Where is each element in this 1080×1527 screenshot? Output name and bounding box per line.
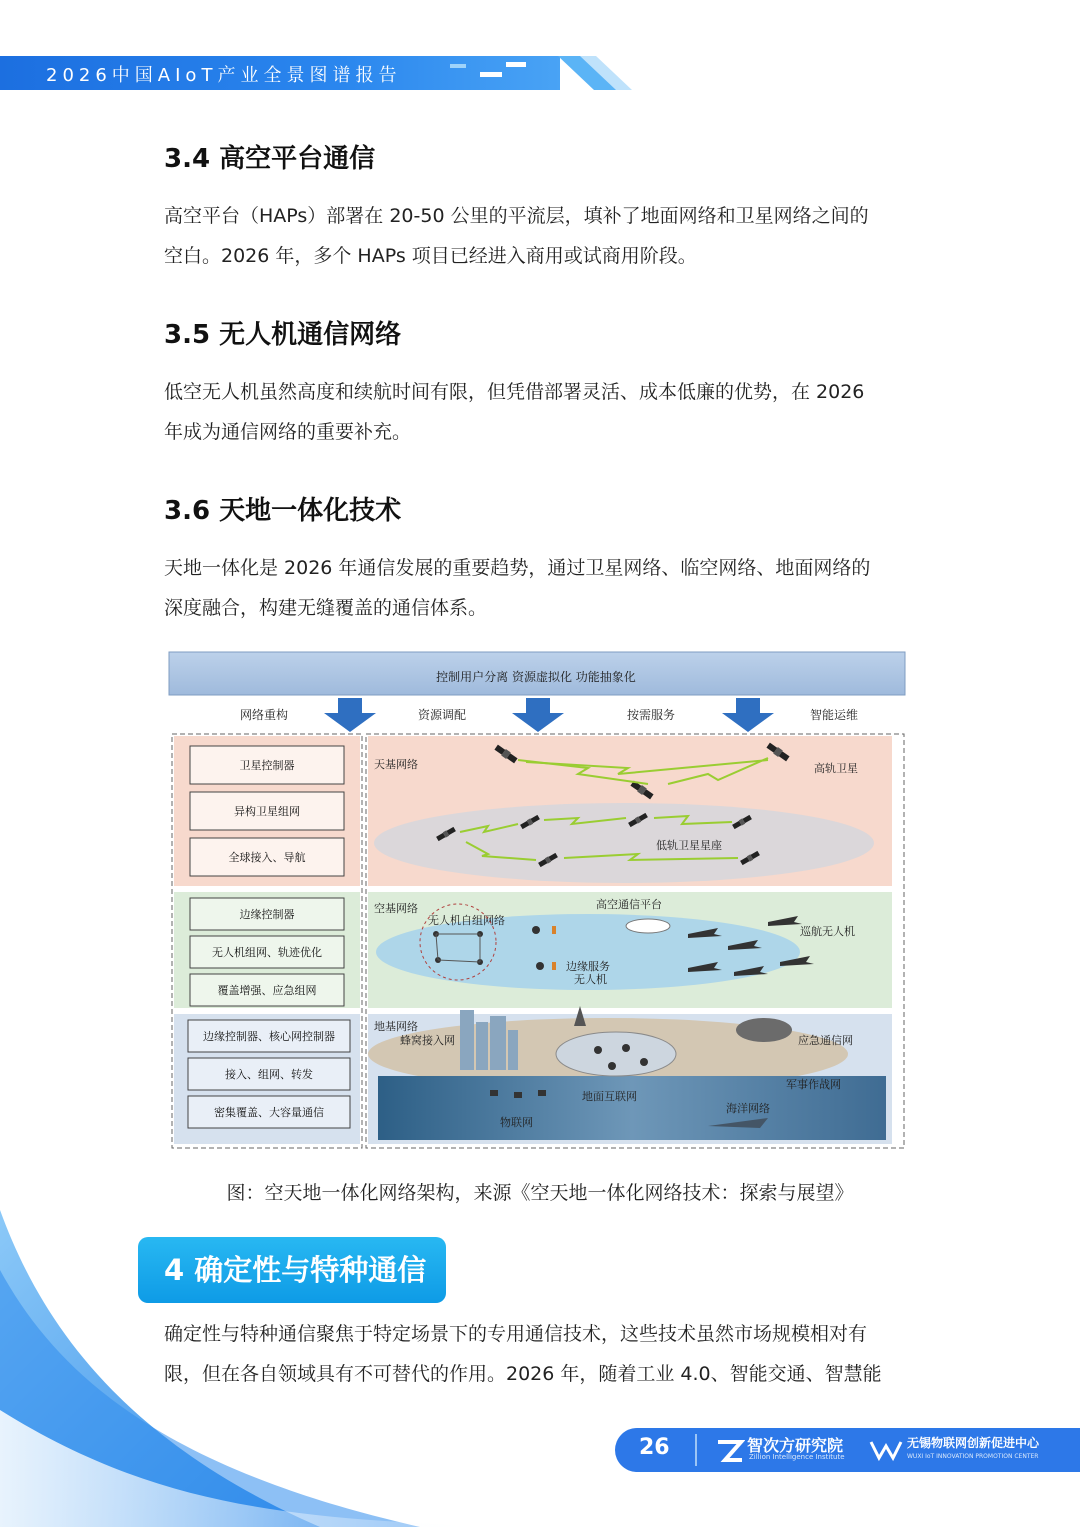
section-3-5-body xyxy=(164,372,924,452)
military-network-label: 军事作战网 xyxy=(786,1078,841,1091)
space-layer-label: 天基网络 xyxy=(374,758,418,771)
controller-box-label: 无人机组网、轨迹优化 xyxy=(212,946,322,959)
footer-separator xyxy=(695,1434,697,1466)
wuxi-iot-center-name: 无锡物联网创新促进中心 xyxy=(907,1436,1040,1450)
top-principles-label: 控制用户分离 资源虚拟化 功能抽象化 xyxy=(436,670,636,684)
wuxi-iot-center-english: WUXI IoT INNOVATION PROMOTION CENTER xyxy=(907,1453,1039,1460)
leo-constellation-label: 低轨卫星星座 xyxy=(656,839,722,852)
leo-constellation-orbit xyxy=(374,803,874,883)
header-decoration xyxy=(440,56,640,90)
report-title: 2026中国AIoT产业全景图谱报告 xyxy=(46,65,402,86)
zillion-logo-icon xyxy=(715,1436,745,1466)
controller-box-label: 边缘控制器 xyxy=(239,908,295,921)
paragraph-line: 低空无人机虽然高度和续航时间有限，但凭借部署灵活、成本低廉的优势，在 2026 xyxy=(164,381,865,403)
haps-airship-icon xyxy=(626,919,670,933)
patrol-uav-label: 巡航无人机 xyxy=(800,925,855,938)
paragraph-line: 天地一体化是 2026 年通信发展的重要趋势，通过卫星网络、临空网络、地面网络的 xyxy=(164,557,871,579)
paragraph-line: 高空平台（HAPs）部署在 20-50 公里的平流层，填补了地面网络和卫星网络之间的 xyxy=(164,205,869,227)
space-controller-boxes xyxy=(190,746,344,876)
haps-label: 高空通信平台 xyxy=(596,898,662,911)
section-3-6-heading: 3.6 天地一体化技术 xyxy=(164,496,402,526)
controller-box-label: 异构卫星组网 xyxy=(234,805,300,818)
down-arrow-icons xyxy=(324,698,774,732)
iot-label: 物联网 xyxy=(500,1116,533,1129)
controller-box-label: 接入、组网、转发 xyxy=(225,1068,313,1081)
controller-box-label: 卫星控制器 xyxy=(239,759,295,772)
paragraph-line: 年成为通信网络的重要补充。 xyxy=(164,421,412,443)
edge-uav-label: 无人机 xyxy=(574,973,607,986)
column-label: 网络重构 xyxy=(239,708,289,722)
paragraph-line: 深度融合，构建无缝覆盖的通信体系。 xyxy=(164,597,488,619)
controller-box-label: 边缘控制器、核心网控制器 xyxy=(203,1030,335,1043)
iot-device-icon xyxy=(514,1092,522,1098)
emergency-network-label: 应急通信网 xyxy=(798,1034,853,1047)
ground-internet-label: 地面互联网 xyxy=(582,1090,637,1103)
controller-box-label: 密集覆盖、大容量通信 xyxy=(214,1106,324,1119)
page-number: 26 xyxy=(639,1435,670,1460)
space-air-ground-network-figure xyxy=(168,650,908,1152)
section-4-heading: 4 确定性与特种通信 xyxy=(138,1237,446,1303)
down-arrow-icon xyxy=(722,698,774,732)
emergency-vehicle-icon xyxy=(736,1018,792,1042)
ground-layer-label: 地基网络 xyxy=(374,1020,418,1033)
edge-service-label: 边缘服务 xyxy=(566,960,610,973)
architecture-diagram xyxy=(168,650,908,1152)
iot-device-icon xyxy=(490,1090,498,1096)
ground-controller-boxes xyxy=(188,1020,350,1128)
section-4-body xyxy=(164,1314,924,1394)
controller-box-label: 全球接入、导航 xyxy=(228,851,306,864)
column-label: 智能运维 xyxy=(809,708,859,722)
uav-swarm-label: 无人机自组网络 xyxy=(428,914,505,927)
report-header xyxy=(0,56,1080,94)
iot-device-icon xyxy=(538,1090,546,1096)
paragraph-line: 限，但在各自领域具有不可替代的作用。2026 年，随着工业 4.0、智能交通、智慧能 xyxy=(164,1363,882,1385)
controller-box-label: 覆盖增强、应急组网 xyxy=(217,984,317,997)
geo-satellite-label: 高轨卫星 xyxy=(814,762,858,775)
paragraph-line: 确定性与特种通信聚焦于特定场景下的专用通信技术，这些技术虽然市场规模相对有 xyxy=(164,1323,868,1345)
air-layer-label: 空基网络 xyxy=(374,902,418,915)
router-icon xyxy=(622,1044,630,1052)
zillion-institute-english: Zillion Intelligence Institute xyxy=(749,1453,845,1461)
down-arrow-icon xyxy=(512,698,564,732)
internet-cloud-icon xyxy=(556,1032,676,1076)
page-footer xyxy=(615,1428,1080,1472)
column-label: 按需服务 xyxy=(626,708,676,722)
section-3-4-heading: 3.4 高空平台通信 xyxy=(164,144,376,174)
zillion-institute-name: 智次方研究院 xyxy=(747,1436,844,1455)
router-icon xyxy=(608,1062,616,1070)
paragraph-line: 空白。2026 年，多个 HAPs 项目已经进入商用或试商用阶段。 xyxy=(164,245,697,267)
router-icon xyxy=(594,1046,602,1054)
section-3-6-body xyxy=(164,548,924,628)
router-icon xyxy=(640,1058,648,1066)
down-arrow-icon xyxy=(324,698,376,732)
figure-caption: 图：空天地一体化网络架构，来源《空天地一体化网络技术：探索与展望》 xyxy=(226,1182,854,1204)
section-3-5-heading: 3.5 无人机通信网络 xyxy=(164,320,402,350)
wuxi-iot-logo-icon xyxy=(869,1438,903,1462)
section-3-4-body xyxy=(164,196,924,276)
cellular-access-label: 蜂窝接入网 xyxy=(400,1034,455,1047)
air-controller-boxes xyxy=(190,898,344,1006)
column-label: 资源调配 xyxy=(417,708,467,722)
maritime-network-label: 海洋网络 xyxy=(726,1102,770,1115)
